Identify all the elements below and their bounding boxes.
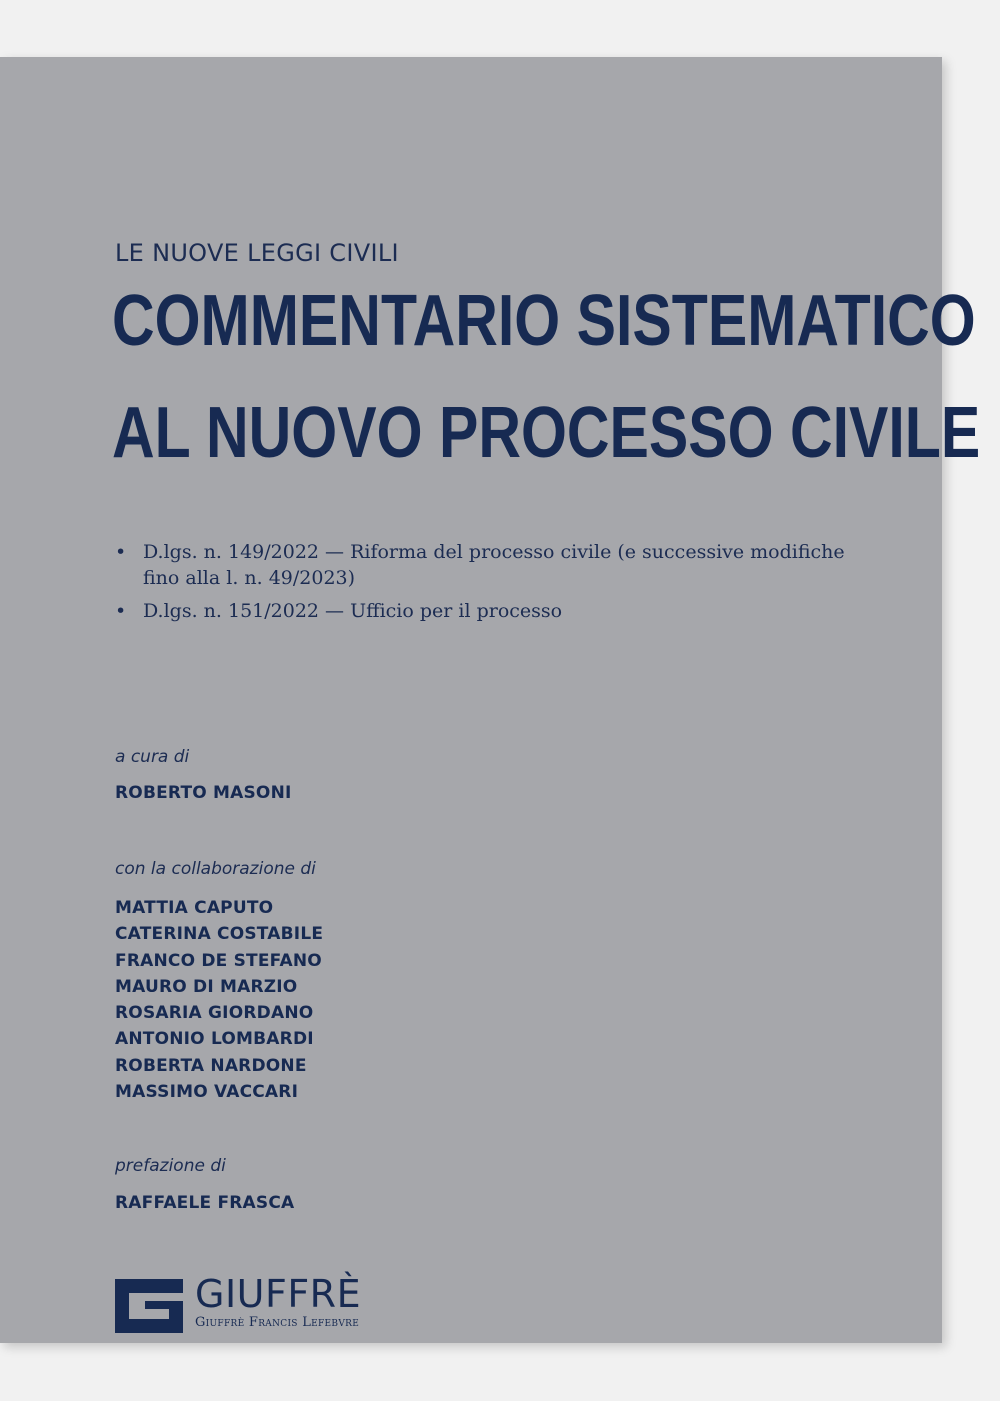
- legislation-text: D.lgs. n. 149/2022 — Riforma del processo civile (e successive modifiche fino alla l. n. 49/2023): [143, 541, 845, 589]
- bullet-icon: •: [115, 541, 127, 563]
- legislation-item: [115, 539, 875, 591]
- book-title-line-2: AL NUOVO PROCESSO CIVILE: [112, 393, 981, 473]
- giuffre-logo-icon: [115, 1279, 183, 1333]
- legislation-item: [115, 598, 875, 624]
- book-cover: [0, 57, 981, 1343]
- collaborator-name: MAURO DI MARZIO: [115, 976, 298, 997]
- legislation-text: D.lgs. n. 151/2022 — Ufficio per il processo: [143, 600, 563, 622]
- collaborator-name: ROBERTA NARDONE: [115, 1055, 307, 1076]
- editor-label: a cura di: [115, 747, 190, 767]
- collaboration-label: con la collaborazione di: [115, 859, 316, 879]
- collaborator-name: CATERINA COSTABILE: [115, 924, 324, 945]
- collaborators-list: [115, 895, 323, 1105]
- collaborator-name: MASSIMO VACCARI: [115, 1082, 299, 1103]
- preface-label: prefazione di: [115, 1156, 226, 1176]
- bullet-icon: •: [115, 600, 127, 622]
- preface-author: RAFFAELE FRASCA: [115, 1193, 295, 1213]
- publisher-logo: [115, 1272, 375, 1335]
- collaborator-name: MATTIA CAPUTO: [115, 898, 274, 918]
- book-title-line-1: COMMENTARIO SISTEMATICO: [112, 281, 976, 361]
- collaborator-name: ANTONIO LOMBARDI: [115, 1029, 314, 1050]
- legislation-list: [115, 539, 875, 631]
- publisher-subtitle: Giuffrè Francis Lefebvre: [195, 1315, 360, 1330]
- publisher-name: GIUFFRÈ: [195, 1272, 362, 1316]
- series-title: LE NUOVE LEGGI CIVILI: [115, 239, 399, 267]
- editor-name: ROBERTO MASONI: [115, 783, 292, 803]
- collaborator-name: ROSARIA GIORDANO: [115, 1003, 314, 1024]
- collaborator-name: FRANCO DE STEFANO: [115, 950, 322, 971]
